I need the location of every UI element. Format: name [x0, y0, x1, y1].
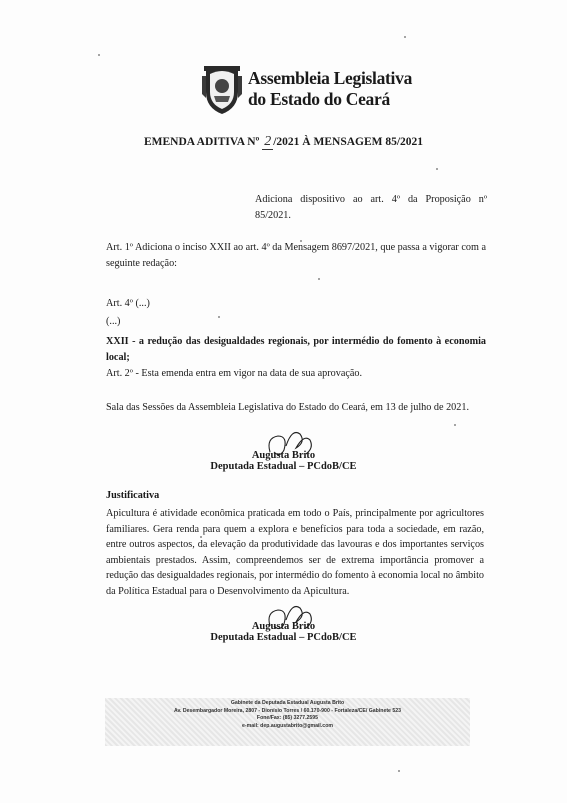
inciso-xxii: XXII - a redução das desigualdades regionais, por intermédio do fomento à economia local;	[106, 336, 486, 363]
footer-line-phone: Fone/Fax: (85) 3277.2595	[256, 715, 319, 721]
title-prefix: EMENDA ADITIVA Nº	[143, 136, 260, 148]
signature-block-1	[0, 450, 567, 472]
article-2: Art. 2º - Esta emenda entra em vigor na data de sua aprovação.	[106, 368, 363, 379]
scan-speck	[318, 278, 320, 280]
scan-speck	[98, 54, 100, 56]
footer-line-email: e-mail: dep.augustabrito@gmail.com	[242, 722, 333, 729]
scan-speck	[404, 36, 406, 38]
justificativa-text: Apicultura é atividade econômica praticada em todo o País, principalmente por agricultores familiares. Gera renda para quem a explora e benefícios para toda a sociedade, em razão, entre outros aspectos, da elevação da produtividade das lavouras e dos importantes serviços ambientais prestados. Assim, compreendemos ser de extrema importância promover a redução das desigualdades regionais, por intermédio do fomento à economia local no âmbito da Política Estadual para o Desenvolvimento da Apicultura.	[106, 508, 484, 597]
signatory-role: Deputada Estadual – PCdoB/CE	[210, 461, 357, 472]
ementa: Adiciona dispositivo ao art. 4º da Proposição nº 85/2021.	[255, 194, 487, 221]
letterhead	[200, 62, 413, 118]
signatory-role: Deputada Estadual – PCdoB/CE	[210, 632, 357, 643]
footer-address-block	[105, 698, 470, 746]
signatory-name: Augusta Brito	[251, 450, 316, 461]
institution-name-line1: Assembleia Legislativa	[248, 68, 413, 88]
coat-of-arms-icon	[200, 62, 244, 116]
justificativa-heading: Justificativa	[106, 490, 160, 501]
scan-speck	[436, 168, 438, 170]
footer-line-address: Av. Desembargador Moreira, 2807 - Dionísio Torres / 60.170-900 - Fortaleza/CE/ Gabinete 523	[173, 707, 402, 714]
signature-block-2	[0, 621, 567, 643]
title-suffix: /2021 À MENSAGEM 85/2021	[273, 136, 424, 148]
document-title	[0, 134, 567, 150]
article-4: Art. 4º (...)	[106, 298, 150, 309]
amendment-number: 2	[264, 134, 272, 149]
article-1: Art. 1º Adiciona o inciso XXII ao art. 4º da Mensagem 8697/2021, que passa a vigorar com a seguinte redação:	[106, 242, 486, 269]
sala-das-sessoes: Sala das Sessões da Assembleia Legislativa do Estado do Ceará, em 13 de julho de 2021.	[106, 402, 469, 413]
footer-text	[105, 700, 470, 730]
institution-name-line2: do Estado do Ceará	[248, 89, 390, 109]
scan-speck	[454, 424, 456, 426]
signatory-name: Augusta Brito	[251, 621, 316, 632]
scan-speck	[398, 770, 400, 772]
footer-line-office: Gabinete da Deputada Estadual Augusta Brito	[230, 700, 345, 706]
ellipsis: (...)	[106, 316, 121, 327]
